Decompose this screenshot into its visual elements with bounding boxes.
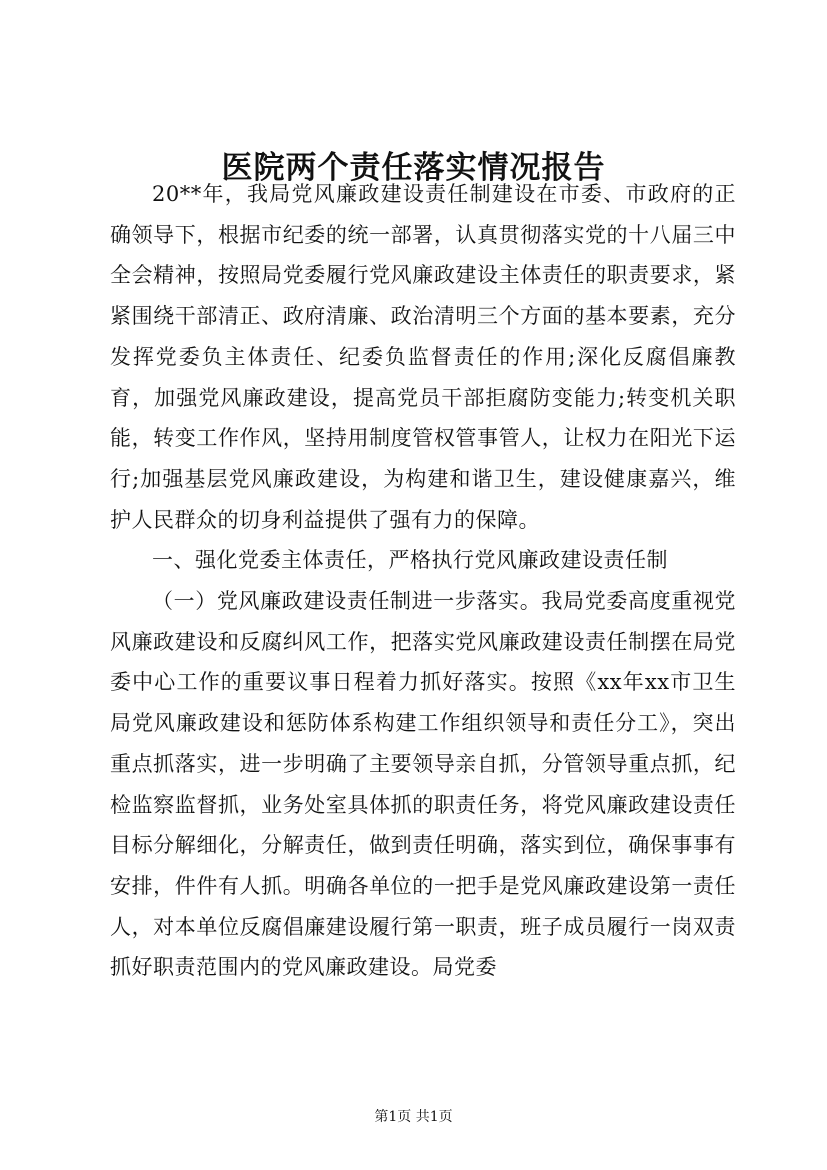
page-footer: 第1页 共1页 <box>374 1109 453 1125</box>
document-body <box>110 174 736 988</box>
section-heading-1: 一、强化党委主体责任，严格执行党风廉政建设责任制 <box>152 548 668 573</box>
paragraph-section-1-1: （一）党风廉政建设责任制进一步落实。我局党委高度重视党风廉政建设和反腐纠风工作，把落实党风廉政建设责任制摆在局党委中心工作的重要议事日程着力抓好落实。按照《xx年xx市卫生局党风廉政建设和惩防体系构建工作组织领导和责任分工》，突出重点抓落实，进一步明确了主要领导亲自抓，分管领导重点抓，纪检监察监督抓，业务处室具体抓的职责任务，将党风廉政建设责任目标分解细化，分解责任，做到责任明确，落实到位，确保事事有安排，件件有人抓。明确各单位的一把手是党风廉政建设第一责任人，对本单位反腐倡廉建设履行第一职责，班子成员履行一岗双责抓好职责范围内的党风廉政建设。局党委 <box>110 589 736 980</box>
document-title: 医院两个责任落实情况报告 <box>221 150 606 186</box>
paragraph-intro: 20**年，我局党风廉政建设责任制建设在市委、市政府的正确领导下，根据市纪委的统一部署，认真贯彻落实党的十八届三中全会精神，按照局党委履行党风廉政建设主体责任的职责要求，紧紧围绕干部清正、政府清廉、政治清明三个方面的基本要素，充分发挥党委负主体责任、纪委负监督责任的作用;深化反腐倡廉教育，加强党风廉政建设，提高党员干部拒腐防变能力;转变机关职能，转变工作作风，坚持用制度管权管事管人，让权力在阳光下运行;加强基层党风廉政建设，为构建和谐卫生，建设健康嘉兴，维护人民群众的切身利益提供了强有力的保障。 <box>110 182 736 532</box>
